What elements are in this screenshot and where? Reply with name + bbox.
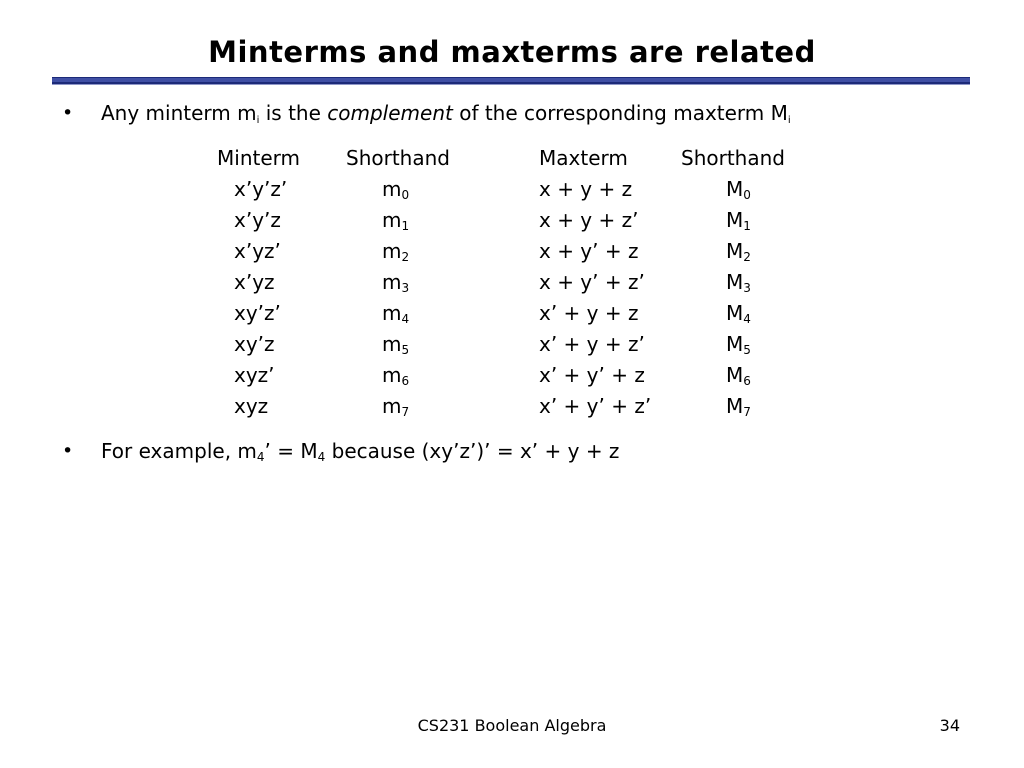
- footer-course-title: CS231 Boolean Algebra: [417, 716, 607, 735]
- cell-maxterm-shorthand: $M_7$: [726, 394, 751, 419]
- slide-title: Minterms and maxterms are related: [208, 35, 816, 69]
- bullet-marker-1: •: [62, 102, 74, 124]
- bullet2-sub-b: 4: [317, 450, 326, 464]
- cell-minterm-shorthand: $m_3$: [382, 270, 410, 295]
- cell-maxterm-shorthand: $M_6$: [726, 363, 751, 388]
- bullet1-sub-a: i: [256, 115, 260, 126]
- cell-minterm: xyz: [234, 394, 269, 418]
- cell-maxterm: x + y + z: [539, 177, 633, 201]
- title-underline-rule: [52, 77, 970, 84]
- cell-maxterm: x’ + y’ + z: [539, 363, 645, 387]
- bullet2-sub-a: 4: [256, 450, 265, 464]
- cell-maxterm-shorthand: $M_1$: [726, 208, 751, 233]
- cell-maxterm: x + y + z’: [539, 208, 639, 232]
- bullet2-text-c: because (xy’z’)’ = x’ + y + z: [325, 439, 620, 463]
- bullet1-sub-b: i: [787, 115, 791, 126]
- cell-maxterm-shorthand: $M_0$: [726, 177, 751, 202]
- cell-minterm: xy’z: [234, 332, 275, 356]
- cell-minterm-shorthand: $m_7$: [382, 394, 410, 419]
- bullet-text-1: [101, 100, 791, 126]
- cell-minterm: xyz’: [234, 363, 275, 387]
- header-maxterm: Maxterm: [539, 146, 628, 170]
- cell-minterm-shorthand: $m_2$: [382, 239, 410, 264]
- cell-maxterm: x’ + y + z’: [539, 332, 645, 356]
- cell-minterm: x’yz: [234, 270, 275, 294]
- header-minterm: Minterm: [217, 146, 300, 170]
- cell-maxterm: x + y’ + z: [539, 239, 639, 263]
- bullet1-text-c: of the corresponding maxterm M: [452, 101, 788, 125]
- bullet2-text-b: ’ = M: [264, 439, 318, 463]
- cell-minterm-shorthand: $m_0$: [382, 177, 410, 202]
- cell-minterm-shorthand: $m_1$: [382, 208, 410, 233]
- cell-maxterm: x’ + y + z: [539, 301, 639, 325]
- header-maxterm-shorthand: Shorthand: [681, 146, 785, 170]
- cell-minterm-shorthand: $m_5$: [382, 332, 410, 357]
- bullet1-emphasis: complement: [327, 101, 453, 125]
- header-minterm-shorthand: Shorthand: [346, 146, 450, 170]
- bullet-text-2: [101, 438, 619, 464]
- bullet2-text-a: For example, m: [101, 439, 257, 463]
- cell-maxterm: x + y’ + z’: [539, 270, 645, 294]
- cell-minterm: x’yz’: [234, 239, 281, 263]
- cell-minterm: x’y’z’: [234, 177, 288, 201]
- cell-minterm: xy’z’: [234, 301, 281, 325]
- footer-page-number: 34: [939, 716, 960, 735]
- cell-minterm-shorthand: $m_6$: [382, 363, 410, 388]
- cell-maxterm: x’ + y’ + z’: [539, 394, 652, 418]
- bullet-marker-2: •: [62, 440, 74, 462]
- cell-minterm: x’y’z: [234, 208, 281, 232]
- cell-maxterm-shorthand: $M_4$: [726, 301, 751, 326]
- bullet1-text-b: is the: [259, 101, 328, 125]
- cell-maxterm-shorthand: $M_5$: [726, 332, 751, 357]
- bullet1-text-a: Any minterm m: [101, 101, 257, 125]
- cell-maxterm-shorthand: $M_3$: [726, 270, 751, 295]
- cell-maxterm-shorthand: $M_2$: [726, 239, 751, 264]
- cell-minterm-shorthand: $m_4$: [382, 301, 410, 326]
